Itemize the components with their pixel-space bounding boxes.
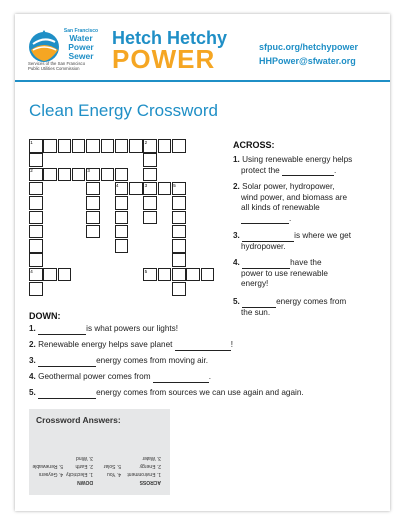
crossword-cell[interactable] [101, 168, 115, 182]
crossword-cell[interactable] [58, 139, 72, 153]
crossword-cell[interactable] [72, 168, 86, 182]
crossword-cell[interactable] [143, 168, 157, 182]
crossword-cell[interactable] [115, 211, 129, 225]
crossword-cell[interactable] [29, 225, 43, 239]
crossword-cell[interactable] [158, 182, 172, 196]
across-clue-1: 1. Using renewable energy helps protect the . [233, 155, 353, 175]
crossword-cell[interactable] [115, 225, 129, 239]
crossword-cell[interactable] [201, 268, 215, 282]
crossword-cell[interactable] [172, 139, 186, 153]
website-link[interactable]: sfpuc.org/hetchypower [259, 42, 359, 52]
crossword-clue-number: 2 [30, 168, 33, 174]
across-clue-5: 5. energy comes from the sun. [233, 297, 347, 317]
crossword-cell[interactable] [43, 268, 57, 282]
crossword-clue-number: 2 [144, 139, 148, 145]
answers-box [29, 409, 170, 495]
crossword-cell[interactable] [29, 153, 43, 167]
crossword-cell[interactable] [115, 139, 129, 153]
crossword-cell[interactable] [86, 196, 100, 210]
down-clue-4: 4. Geothermal power comes from . [29, 372, 212, 381]
crossword-cell[interactable] [172, 225, 186, 239]
crossword-cell[interactable] [143, 196, 157, 210]
crossword-cell[interactable] [101, 139, 115, 153]
brand-power: POWER [112, 44, 216, 74]
brand-title: Hetch Hetchy [112, 28, 228, 48]
crossword-cell[interactable] [86, 225, 100, 239]
org-subtitle: Services of the San Francisco Public Utilities Commission [28, 61, 86, 71]
crossword-clue-number: 3 [144, 182, 148, 188]
crossword-cell[interactable] [172, 239, 186, 253]
crossword-cell[interactable] [29, 196, 43, 210]
crossword-cell[interactable] [158, 268, 172, 282]
crossword-cell[interactable] [186, 268, 200, 282]
crossword-cell[interactable] [86, 211, 100, 225]
crossword-cell[interactable] [58, 268, 72, 282]
crossword-cell[interactable] [172, 268, 186, 282]
down-clue-1: 1. is what powers our lights! [29, 324, 179, 333]
crossword-clue-number: 1 [30, 139, 33, 145]
down-clue-5: 5. energy comes from sources we can use again and again. [29, 388, 304, 397]
crossword-cell[interactable] [158, 139, 172, 153]
crossword-cell[interactable] [86, 139, 100, 153]
crossword-cell[interactable] [143, 211, 157, 225]
crossword-cell[interactable] [43, 139, 57, 153]
crossword-clue-number: 5 [144, 268, 148, 274]
crossword-cell[interactable] [115, 168, 129, 182]
crossword-cell[interactable] [29, 211, 43, 225]
across-clue-2: 2. Solar power, hydropower, wind power, and biomass are all kinds of renewable . [233, 182, 348, 223]
header-divider [15, 80, 390, 82]
crossword-cell[interactable] [172, 211, 186, 225]
crossword-cell[interactable] [58, 168, 72, 182]
crossword-cell[interactable] [72, 139, 86, 153]
crossword-cell[interactable] [129, 182, 143, 196]
page-title: Clean Energy Crossword [29, 101, 218, 120]
down-clue-2: 2. Renewable energy helps save planet ! [29, 340, 233, 349]
sfpuc-drop-logo-icon [25, 28, 63, 64]
crossword-cell[interactable] [115, 196, 129, 210]
down-heading: DOWN: [29, 311, 61, 321]
across-clue-3: 3. is where we get hydropower. [233, 231, 352, 251]
answers-upside-down: ACROSS 1. Environment 2. Energy 3. Water 4. You 5. Solar DOWN 1. Electricity 2. Earth 3. Wind 4. Geysers 5. Renewable [32, 455, 161, 485]
crossword-cell[interactable] [29, 239, 43, 253]
org-name: San Francisco Water Power Sewer [63, 28, 99, 61]
crossword-cell[interactable] [129, 139, 143, 153]
crossword-cell[interactable] [86, 182, 100, 196]
crossword-cell[interactable] [172, 282, 186, 296]
email-link[interactable]: HHPower@sfwater.org [259, 56, 356, 66]
crossword-clue-number: 4 [116, 182, 119, 188]
across-clue-4: 4. have the power to use renewable energy! [233, 258, 328, 288]
crossword-cell[interactable] [115, 239, 129, 253]
crossword-cell[interactable] [29, 282, 43, 296]
crossword-cell[interactable] [172, 196, 186, 210]
crossword-cell[interactable] [43, 168, 57, 182]
answers-heading: Crossword Answers: [36, 415, 121, 425]
down-clue-3: 3. energy comes from moving air. [29, 356, 209, 365]
crossword-cell[interactable] [29, 182, 43, 196]
crossword-clue-number: 4 [30, 268, 33, 274]
crossword-cell[interactable] [143, 153, 157, 167]
crossword-grid [29, 139, 219, 304]
crossword-cell[interactable] [172, 253, 186, 267]
crossword-clue-number: 3 [87, 168, 90, 174]
crossword-cell[interactable] [29, 253, 43, 267]
across-heading: ACROSS: [233, 140, 275, 150]
crossword-clue-number: 5 [173, 182, 176, 188]
